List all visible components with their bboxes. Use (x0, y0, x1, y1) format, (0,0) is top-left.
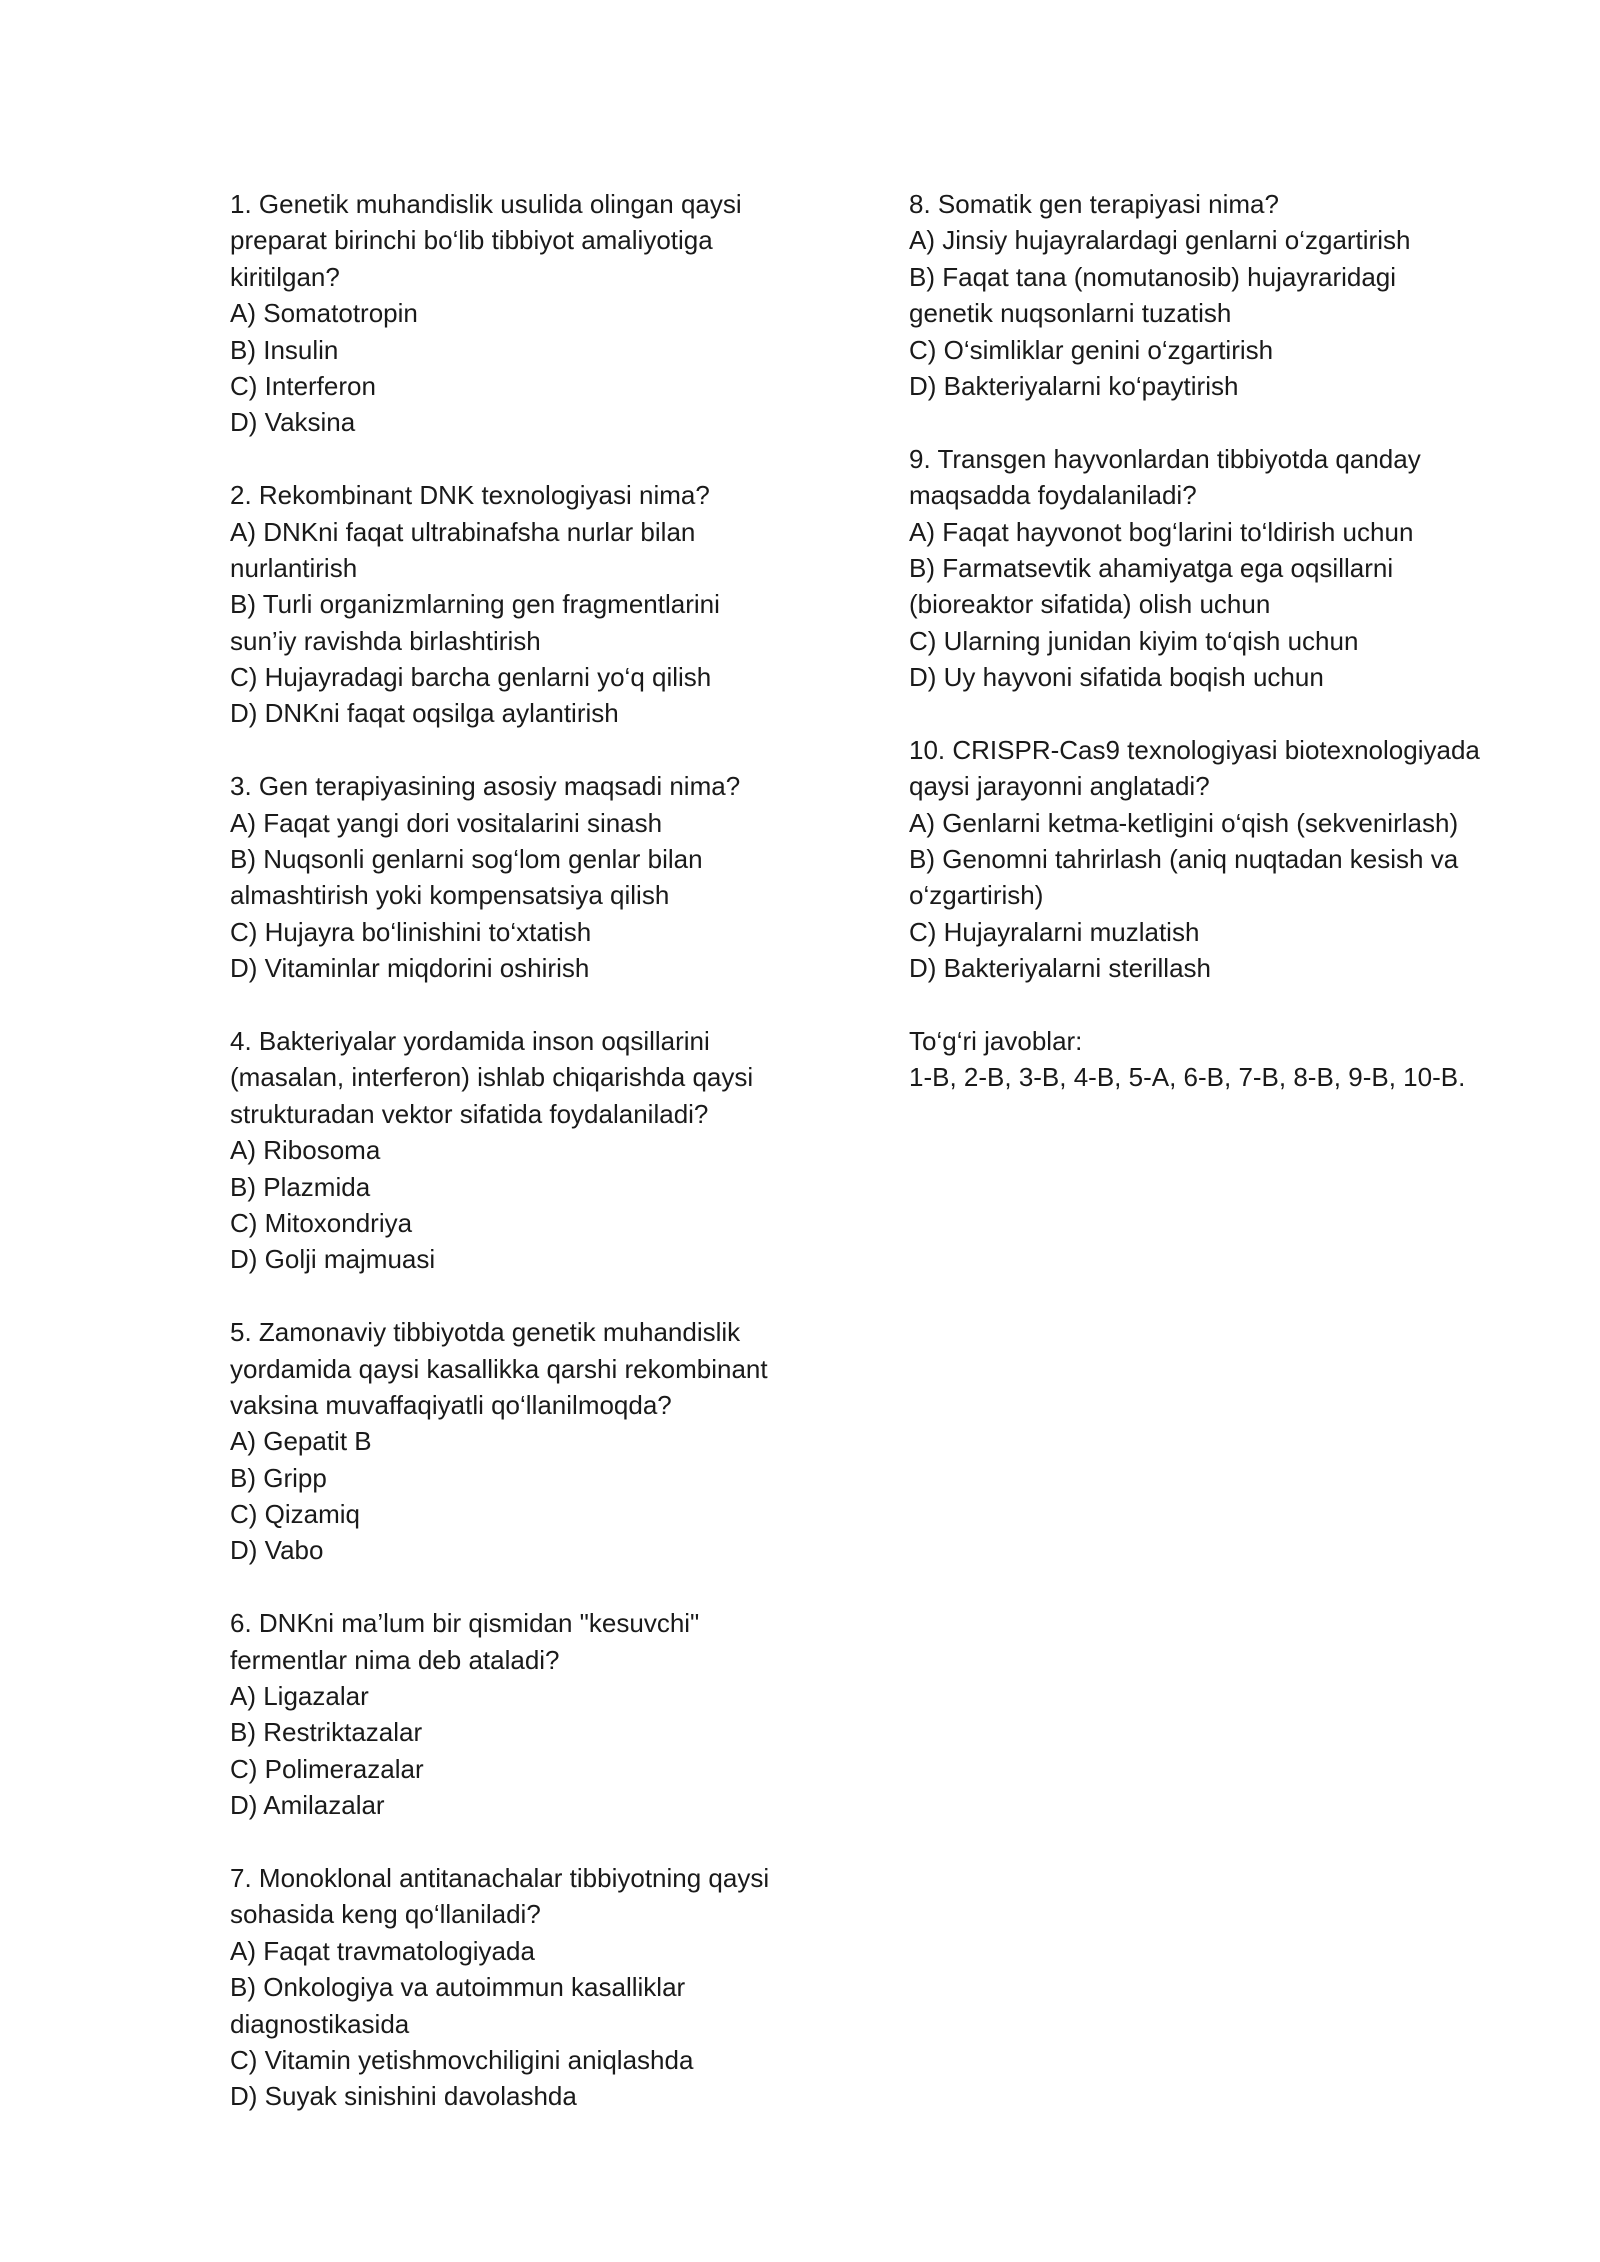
answer-option: genetik nuqsonlarni tuzatish (909, 298, 1232, 329)
right-questions (909, 186, 1529, 987)
answer-option: A) Somatotropin (230, 298, 418, 329)
question-text: strukturadan vektor sifatida foydalaniladi? (230, 1098, 709, 1129)
question-text: 6. DNKni ma’lum bir qismidan "kesuvchi" (230, 1608, 700, 1639)
answer-option: diagnostikasida (230, 2008, 410, 2039)
answers-list: 1-B, 2-B, 3-B, 4-B, 5-A, 6-B, 7-B, 8-B, 9-B, 10-B. (909, 1062, 1466, 1093)
answer-option: A) Genlarni ketma-ketligini o‘qish (sekvenirlash) (909, 807, 1459, 838)
answer-option: D) Vitaminlar miqdorini oshirish (230, 953, 590, 984)
question-text: maqsadda foydalaniladi? (909, 480, 1197, 511)
answer-option: A) Gepatit B (230, 1426, 372, 1457)
answer-option: B) Gripp (230, 1462, 327, 1493)
answer-option: C) Ularning junidan kiyim to‘qish uchun (909, 625, 1359, 656)
question-text: 5. Zamonaviy tibbiyotda genetik muhandislik (230, 1317, 741, 1348)
answer-option: D) Amilazalar (230, 1790, 385, 1821)
question-block (909, 732, 1529, 987)
answer-option: D) Uy hayvoni sifatida boqish uchun (909, 662, 1324, 693)
answer-option: D) Vaksina (230, 407, 356, 438)
answer-option: o‘zgartirish) (909, 880, 1044, 911)
answer-option: A) Faqat hayvonot bog‘larini to‘ldirish uchun (909, 516, 1414, 547)
answer-option: C) Polimerazalar (230, 1753, 424, 1784)
question-text: (masalan, interferon) ishlab chiqarishda qaysi (230, 1062, 754, 1093)
question-block (909, 186, 1529, 404)
answer-option: C) Mitoxondriya (230, 1207, 413, 1238)
question-text: preparat birinchi bo‘lib tibbiyot amaliyotiga (230, 225, 713, 256)
answer-option: D) Suyak sinishini davolashda (230, 2081, 577, 2112)
answer-option: C) Vitamin yetishmovchiligini aniqlashda (230, 2044, 694, 2075)
answer-option: C) Qizamiq (230, 1499, 361, 1530)
answer-option: C) O‘simliklar genini o‘zgartirish (909, 334, 1274, 365)
question-text: 9. Transgen hayvonlardan tibbiyotda qanday (909, 443, 1421, 474)
answer-option: D) DNKni faqat oqsilga aylantirish (230, 698, 619, 729)
question-block (230, 186, 830, 441)
answer-option: A) Faqat yangi dori vositalarini sinash (230, 807, 663, 838)
question-text: 4. Bakteriyalar yordamida inson oqsillarini (230, 1025, 710, 1056)
answer-option: B) Nuqsonli genlarni sog‘lom genlar bilan (230, 844, 703, 875)
answer-option: D) Bakteriyalarni sterillash (909, 953, 1211, 984)
question-block (909, 441, 1529, 696)
question-block (230, 768, 830, 986)
answer-option: B) Genomni tahrirlash (aniq nuqtadan kesish va (909, 844, 1459, 875)
answers-block (909, 1023, 1529, 1096)
answer-option: A) Jinsiy hujayralardagi genlarni o‘zgartirish (909, 225, 1411, 256)
answer-option: B) Insulin (230, 334, 339, 365)
question-text: qaysi jarayonni anglatadi? (909, 771, 1210, 802)
answer-option: A) DNKni faqat ultrabinafsha nurlar bilan (230, 516, 696, 547)
question-text: 10. CRISPR-Cas9 texnologiyasi biotexnologiyada (909, 734, 1480, 765)
answer-option: D) Vabo (230, 1535, 324, 1566)
answer-option: B) Plazmida (230, 1171, 371, 1202)
answer-option: C) Hujayralarni muzlatish (909, 916, 1200, 947)
answer-option: (bioreaktor sifatida) olish uchun (909, 589, 1271, 620)
right-column (909, 186, 1529, 1132)
question-text: sohasida keng qo‘llaniladi? (230, 1899, 541, 1930)
answer-option: almashtirish yoki kompensatsiya qilish (230, 880, 670, 911)
answer-option: B) Faqat tana (nomutanosib) hujayraridagi (909, 261, 1397, 292)
question-text: 3. Gen terapiyasining asosiy maqsadi nima? (230, 771, 741, 802)
answers-title: To‘g‘ri javoblar: (909, 1025, 1083, 1056)
question-block (230, 477, 830, 732)
answer-option: A) Faqat travmatologiyada (230, 1935, 535, 1966)
question-text: yordamida qaysi kasallikka qarshi rekombinant (230, 1353, 768, 1384)
question-text: 7. Monoklonal antitanachalar tibbiyotning qaysi (230, 1862, 770, 1893)
answer-option: B) Farmatsevtik ahamiyatga ega oqsillarni (909, 552, 1394, 583)
answer-option: B) Turli organizmlarning gen fragmentlarini (230, 589, 720, 620)
answer-option: D) Bakteriyalarni ko‘paytirish (909, 370, 1239, 401)
question-block (230, 1605, 830, 1823)
answer-option: B) Restriktazalar (230, 1717, 423, 1748)
answer-option: nurlantirish (230, 552, 358, 583)
question-block (230, 1023, 830, 1278)
answer-option: C) Hujayradagi barcha genlarni yo‘q qilish (230, 662, 712, 693)
left-column (230, 186, 830, 2151)
question-text: 2. Rekombinant DNK texnologiyasi nima? (230, 480, 710, 511)
question-block (230, 1314, 830, 1569)
question-text: vaksina muvaffaqiyatli qo‘llanilmoqda? (230, 1389, 672, 1420)
answer-option: C) Interferon (230, 370, 376, 401)
answer-option: C) Hujayra bo‘linishini to‘xtatish (230, 916, 592, 947)
question-text: 8. Somatik gen terapiyasi nima? (909, 189, 1279, 219)
answer-option: A) Ligazalar (230, 1681, 369, 1712)
question-block (230, 1860, 830, 2115)
question-text: 1. Genetik muhandislik usulida olingan qaysi (230, 189, 742, 219)
answer-option: D) Golji majmuasi (230, 1244, 436, 1275)
answer-option: A) Ribosoma (230, 1135, 381, 1166)
answer-option: B) Onkologiya va autoimmun kasalliklar (230, 1972, 686, 2003)
question-text: kiritilgan? (230, 261, 340, 292)
question-text: fermentlar nima deb ataladi? (230, 1644, 560, 1675)
answer-option: sun’iy ravishda birlashtirish (230, 625, 541, 656)
